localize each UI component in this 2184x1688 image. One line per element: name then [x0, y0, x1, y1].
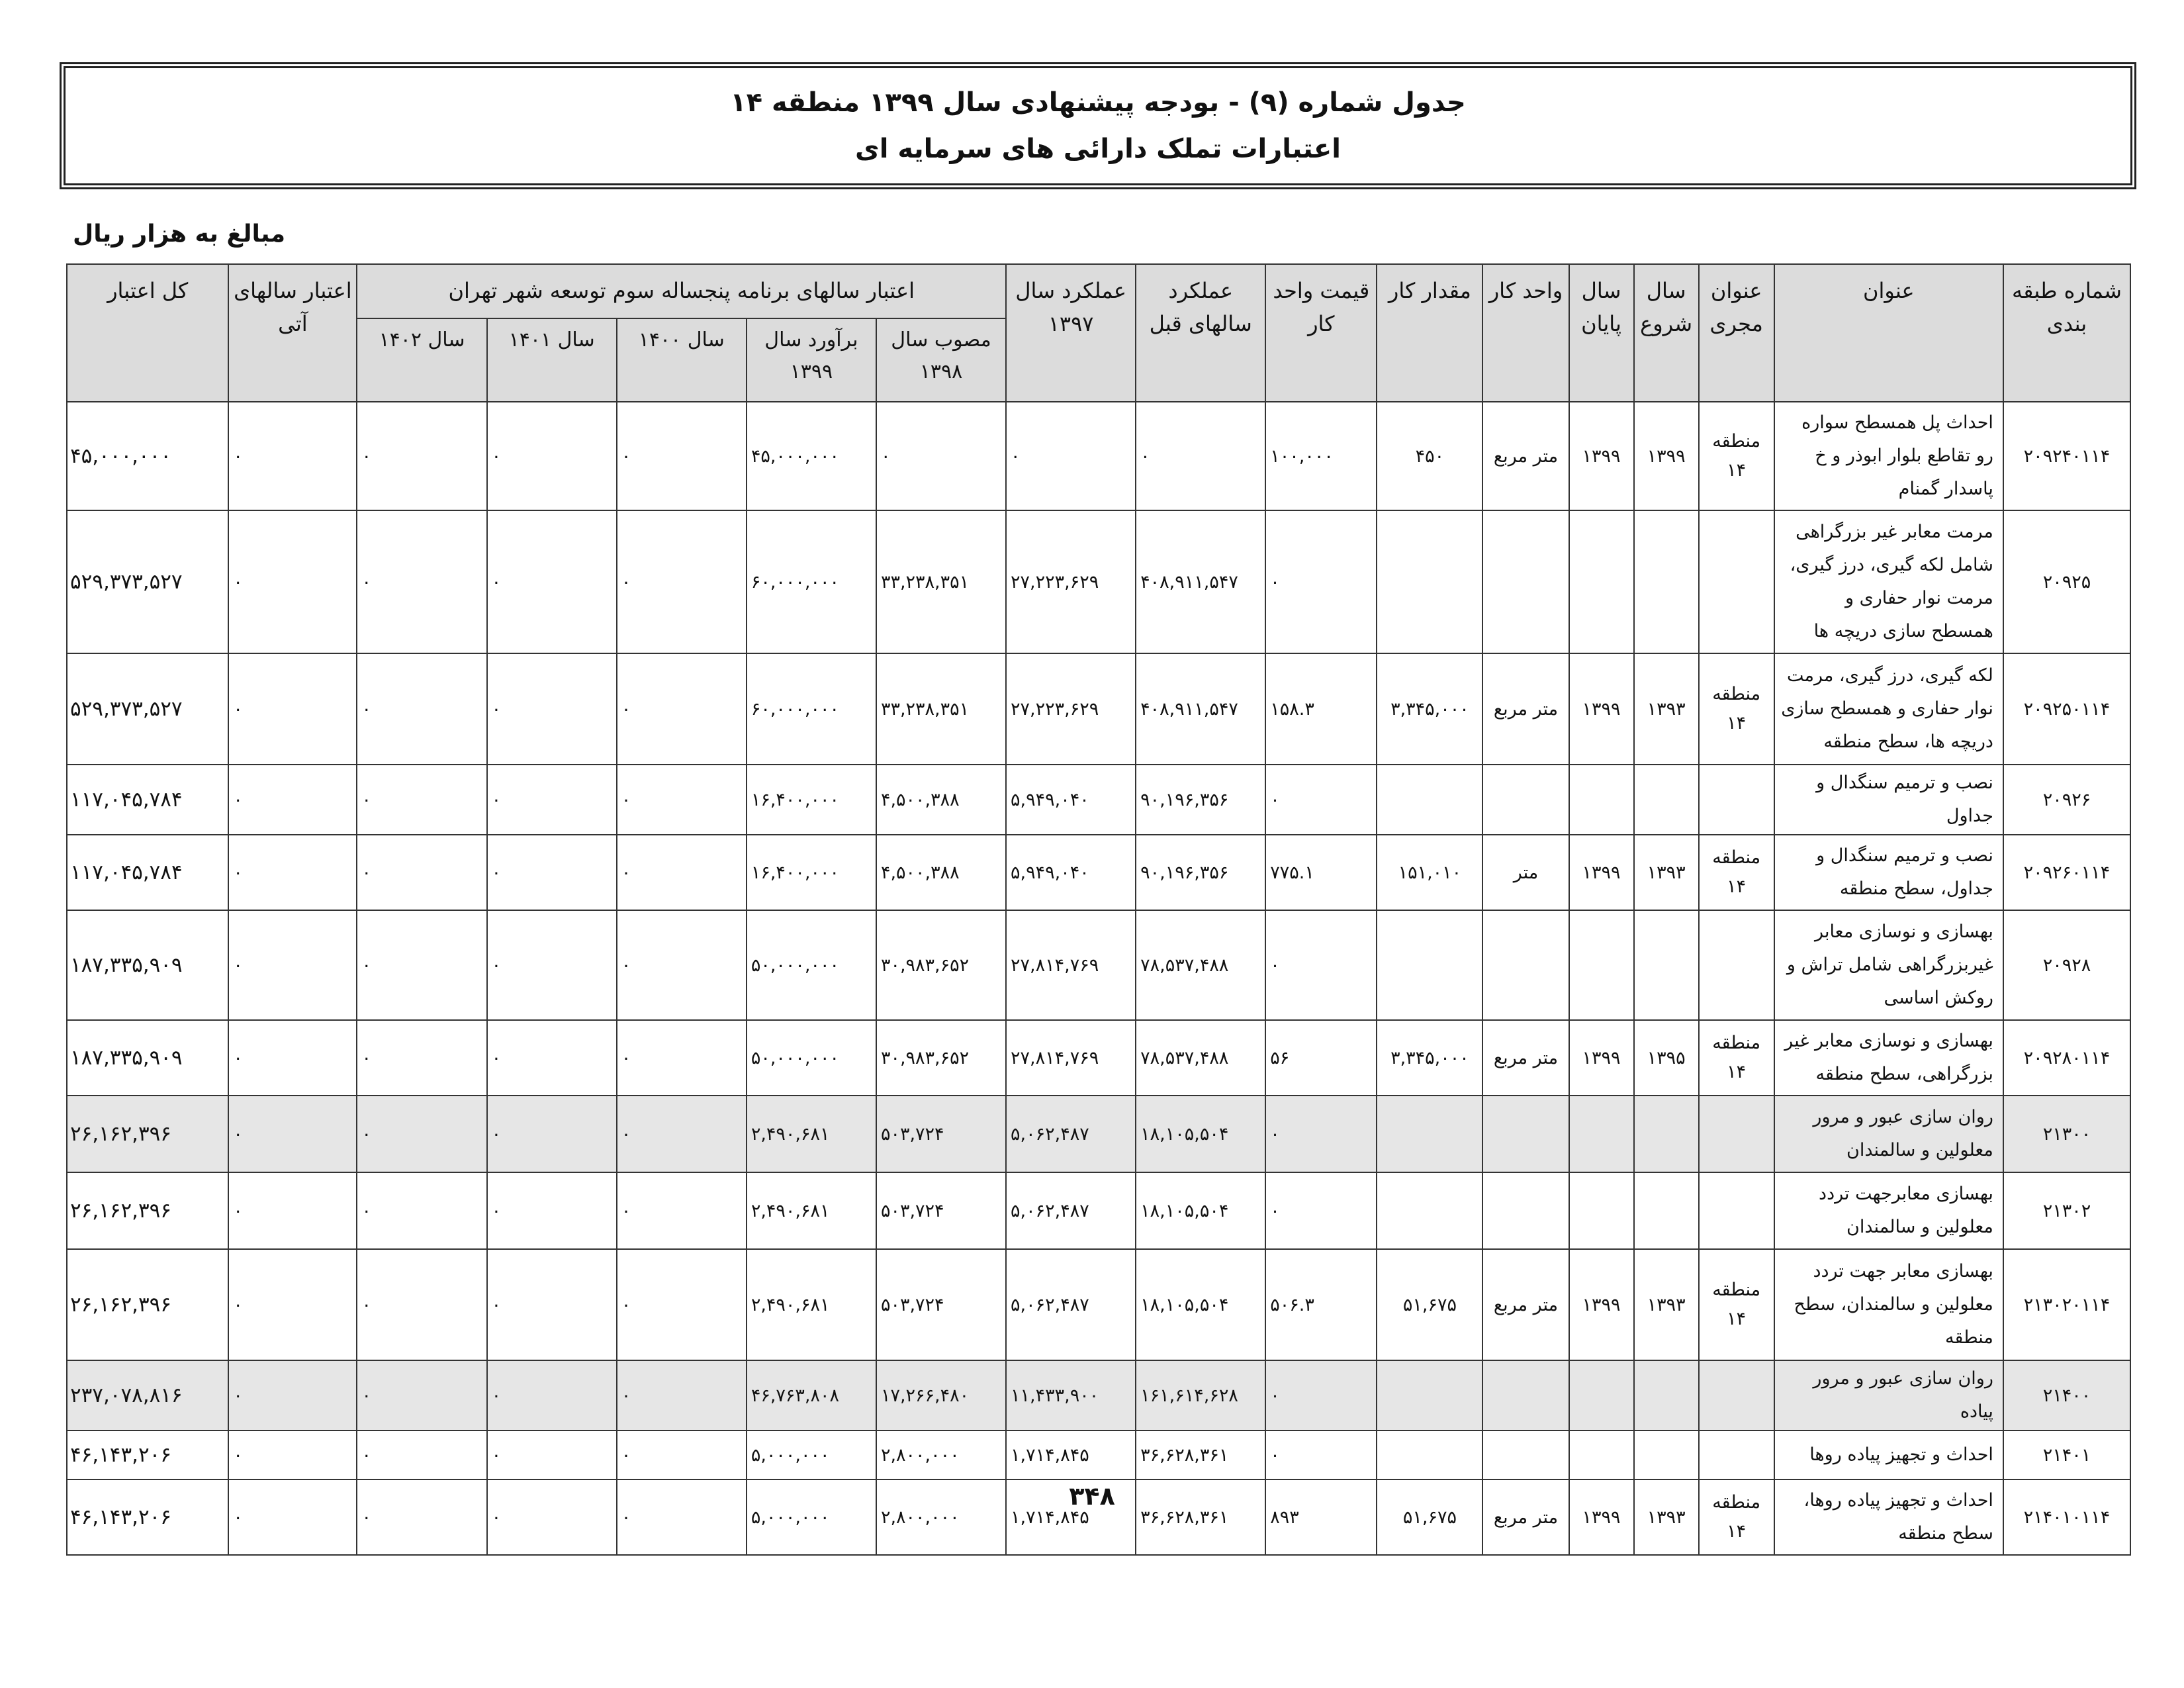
- cell-code: ۲۰۹۲۸۰۱۱۴: [2003, 1020, 2130, 1096]
- cell-year-1400: ۰: [617, 653, 747, 765]
- title-box: [64, 66, 2132, 185]
- cell-executor: منطقه ۱۴: [1699, 835, 1774, 910]
- cell-total: ۲۶,۱۶۲,۳۹۶: [67, 1249, 228, 1360]
- cell-title: بهسازی معابر جهت تردد معلولین و سالمندان، سطح منطقه: [1774, 1249, 2003, 1360]
- cell-year-1402: ۰: [357, 1430, 486, 1479]
- table-row: [67, 1249, 2130, 1360]
- cell-future: ۰: [228, 910, 357, 1020]
- cell-start-year: [1634, 765, 1699, 835]
- cell-unit-price: ۱۰۰,۰۰۰: [1265, 402, 1377, 510]
- header-executor: عنوان مجری: [1699, 264, 1774, 402]
- cell-quantity: [1377, 765, 1482, 835]
- cell-start-year: ۱۳۹۳: [1634, 653, 1699, 765]
- cell-year-1400: ۰: [617, 765, 747, 835]
- cell-perf-prior: ۳۶,۶۲۸,۳۶۱: [1136, 1430, 1265, 1479]
- cell-estimate-1399: ۵,۰۰۰,۰۰۰: [747, 1479, 876, 1555]
- cell-code: ۲۱۳۰۲۰۱۱۴: [2003, 1249, 2130, 1360]
- header-quantity: مقدار کار: [1377, 264, 1482, 402]
- cell-title: لکه گیری، درز گیری، مرمت نوار حفاری و همسطح سازی دریچه ها، سطح منطقه: [1774, 653, 2003, 765]
- cell-code: ۲۱۳۰۲: [2003, 1172, 2130, 1249]
- cell-end-year: [1569, 910, 1634, 1020]
- cell-end-year: ۱۳۹۹: [1569, 402, 1634, 510]
- cell-unit-price: ۵۰۶.۳: [1265, 1249, 1377, 1360]
- cell-start-year: [1634, 1172, 1699, 1249]
- cell-start-year: [1634, 510, 1699, 653]
- cell-unit: [1482, 765, 1569, 835]
- table-row: [67, 402, 2130, 510]
- cell-end-year: [1569, 1360, 1634, 1430]
- cell-unit: [1482, 1360, 1569, 1430]
- table-row: [67, 910, 2130, 1020]
- cell-perf-1397: ۵,۹۴۹,۰۴۰: [1006, 835, 1136, 910]
- cell-quantity: [1377, 1430, 1482, 1479]
- cell-executor: منطقه ۱۴: [1699, 1479, 1774, 1555]
- cell-year-1402: ۰: [357, 835, 486, 910]
- header-year-1400: سال ۱۴۰۰: [617, 318, 747, 402]
- cell-year-1401: ۰: [487, 910, 617, 1020]
- cell-estimate-1399: ۲,۴۹۰,۶۸۱: [747, 1096, 876, 1172]
- cell-title: نصب و ترمیم سنگدال و جداول، سطح منطقه: [1774, 835, 2003, 910]
- cell-perf-prior: ۴۰۸,۹۱۱,۵۴۷: [1136, 653, 1265, 765]
- page-number: ۳۴۸: [1069, 1481, 1115, 1511]
- table-row: [67, 835, 2130, 910]
- cell-perf-1397: ۵,۰۶۲,۴۸۷: [1006, 1249, 1136, 1360]
- cell-approved-1398: ۴,۵۰۰,۳۸۸: [876, 765, 1006, 835]
- cell-quantity: [1377, 910, 1482, 1020]
- cell-executor: [1699, 910, 1774, 1020]
- cell-start-year: ۱۳۹۹: [1634, 402, 1699, 510]
- cell-executor: منطقه ۱۴: [1699, 1249, 1774, 1360]
- cell-end-year: ۱۳۹۹: [1569, 835, 1634, 910]
- cell-executor: منطقه ۱۴: [1699, 402, 1774, 510]
- cell-approved-1398: ۱۷,۲۶۶,۴۸۰: [876, 1360, 1006, 1430]
- table-title: جدول شماره (۹) - بودجه پیشنهادی سال ۱۳۹۹ منطقه ۱۴: [730, 87, 1466, 118]
- cell-perf-1397: ۵,۹۴۹,۰۴۰: [1006, 765, 1136, 835]
- cell-estimate-1399: ۴۶,۷۶۳,۸۰۸: [747, 1360, 876, 1430]
- cell-total: ۲۶,۱۶۲,۳۹۶: [67, 1172, 228, 1249]
- cell-quantity: ۱۵۱,۰۱۰: [1377, 835, 1482, 910]
- cell-perf-prior: ۷۸,۵۳۷,۴۸۸: [1136, 910, 1265, 1020]
- cell-approved-1398: ۵۰۳,۷۲۴: [876, 1096, 1006, 1172]
- cell-future: ۰: [228, 1020, 357, 1096]
- cell-total: ۱۱۷,۰۴۵,۷۸۴: [67, 835, 228, 910]
- header-start-year: سال شروع: [1634, 264, 1699, 402]
- cell-year-1401: ۰: [487, 1020, 617, 1096]
- cell-perf-prior: ۱۸,۱۰۵,۵۰۴: [1136, 1096, 1265, 1172]
- cell-unit-price: ۰: [1265, 910, 1377, 1020]
- cell-year-1400: ۰: [617, 1430, 747, 1479]
- cell-perf-1397: ۲۷,۲۲۳,۶۲۹: [1006, 653, 1136, 765]
- cell-perf-1397: ۵,۰۶۲,۴۸۷: [1006, 1172, 1136, 1249]
- cell-future: ۰: [228, 1096, 357, 1172]
- cell-perf-prior: ۰: [1136, 402, 1265, 510]
- cell-year-1402: ۰: [357, 765, 486, 835]
- cell-perf-prior: ۱۸,۱۰۵,۵۰۴: [1136, 1172, 1265, 1249]
- cell-total: ۵۲۹,۳۷۳,۵۲۷: [67, 653, 228, 765]
- cell-future: ۰: [228, 653, 357, 765]
- cell-end-year: [1569, 1096, 1634, 1172]
- table-row: [67, 1020, 2130, 1096]
- cell-perf-1397: ۱,۷۱۴,۸۴۵: [1006, 1479, 1136, 1555]
- cell-total: ۴۶,۱۴۳,۲۰۶: [67, 1430, 228, 1479]
- cell-unit: متر مربع: [1482, 653, 1569, 765]
- cell-approved-1398: ۳۰,۹۸۳,۶۵۲: [876, 1020, 1006, 1096]
- cell-future: ۰: [228, 1360, 357, 1430]
- cell-unit-price: ۰: [1265, 765, 1377, 835]
- cell-unit-price: ۱۵۸.۳: [1265, 653, 1377, 765]
- cell-year-1402: ۰: [357, 402, 486, 510]
- cell-approved-1398: ۵۰۳,۷۲۴: [876, 1172, 1006, 1249]
- cell-unit-price: ۰: [1265, 1430, 1377, 1479]
- unit-note: مبالغ به هزار ریال: [73, 220, 285, 248]
- header-unit-price: قیمت واحد کار: [1265, 264, 1377, 402]
- cell-quantity: [1377, 510, 1482, 653]
- cell-year-1401: ۰: [487, 1096, 617, 1172]
- cell-approved-1398: ۲,۸۰۰,۰۰۰: [876, 1479, 1006, 1555]
- cell-perf-1397: ۲۷,۸۱۴,۷۶۹: [1006, 1020, 1136, 1096]
- cell-start-year: [1634, 910, 1699, 1020]
- cell-unit-price: ۰: [1265, 1360, 1377, 1430]
- cell-end-year: [1569, 510, 1634, 653]
- cell-year-1402: ۰: [357, 1172, 486, 1249]
- cell-start-year: ۱۳۹۵: [1634, 1020, 1699, 1096]
- table-subtitle: اعتبارات تملک دارائی های سرمایه ای: [855, 134, 1341, 164]
- cell-year-1401: ۰: [487, 510, 617, 653]
- cell-unit: متر مربع: [1482, 402, 1569, 510]
- cell-perf-1397: ۵,۰۶۲,۴۸۷: [1006, 1096, 1136, 1172]
- header-total: کل اعتبار: [67, 264, 228, 402]
- cell-end-year: ۱۳۹۹: [1569, 1020, 1634, 1096]
- header-title: عنوان: [1774, 264, 2003, 402]
- cell-start-year: [1634, 1360, 1699, 1430]
- cell-unit-price: ۰: [1265, 510, 1377, 653]
- cell-code: ۲۰۹۲۶: [2003, 765, 2130, 835]
- cell-quantity: ۳,۳۴۵,۰۰۰: [1377, 653, 1482, 765]
- cell-title: روان سازی عبور و مرور معلولین و سالمندان: [1774, 1096, 2003, 1172]
- cell-year-1402: ۰: [357, 653, 486, 765]
- cell-year-1400: ۰: [617, 1172, 747, 1249]
- cell-total: ۱۸۷,۳۳۵,۹۰۹: [67, 910, 228, 1020]
- cell-start-year: [1634, 1430, 1699, 1479]
- cell-title: مرمت معابر غیر بزرگراهی شامل لکه گیری، درز گیری، مرمت نوار حفاری و همسطح سازی دریچه ها: [1774, 510, 2003, 653]
- cell-start-year: [1634, 1096, 1699, 1172]
- cell-year-1401: ۰: [487, 1479, 617, 1555]
- cell-perf-1397: ۱,۷۱۴,۸۴۵: [1006, 1430, 1136, 1479]
- cell-code: ۲۰۹۲۴۰۱۱۴: [2003, 402, 2130, 510]
- cell-year-1401: ۰: [487, 1360, 617, 1430]
- cell-code: ۲۱۴۰۱۰۱۱۴: [2003, 1479, 2130, 1555]
- cell-year-1402: ۰: [357, 1479, 486, 1555]
- cell-year-1400: ۰: [617, 510, 747, 653]
- cell-unit: متر: [1482, 835, 1569, 910]
- header-year-1402: سال ۱۴۰۲: [357, 318, 486, 402]
- cell-year-1400: ۰: [617, 1249, 747, 1360]
- cell-estimate-1399: ۲,۴۹۰,۶۸۱: [747, 1249, 876, 1360]
- cell-unit: [1482, 910, 1569, 1020]
- cell-start-year: ۱۳۹۳: [1634, 1479, 1699, 1555]
- cell-future: ۰: [228, 402, 357, 510]
- cell-executor: [1699, 510, 1774, 653]
- cell-title: نصب و ترمیم سنگدال و جداول: [1774, 765, 2003, 835]
- cell-unit: [1482, 1096, 1569, 1172]
- header-code: شماره طبقه بندی: [2003, 264, 2130, 402]
- cell-year-1401: ۰: [487, 1172, 617, 1249]
- cell-perf-1397: ۱۱,۴۳۳,۹۰۰: [1006, 1360, 1136, 1430]
- cell-estimate-1399: ۱۶,۴۰۰,۰۰۰: [747, 835, 876, 910]
- cell-quantity: ۵۱,۶۷۵: [1377, 1479, 1482, 1555]
- cell-estimate-1399: ۶۰,۰۰۰,۰۰۰: [747, 510, 876, 653]
- cell-executor: منطقه ۱۴: [1699, 1020, 1774, 1096]
- cell-perf-prior: ۱۶۱,۶۱۴,۶۲۸: [1136, 1360, 1265, 1430]
- cell-year-1400: ۰: [617, 1479, 747, 1555]
- cell-future: ۰: [228, 765, 357, 835]
- cell-code: ۲۰۹۲۵۰۱۱۴: [2003, 653, 2130, 765]
- header-year-1401: سال ۱۴۰۱: [487, 318, 617, 402]
- cell-year-1401: ۰: [487, 653, 617, 765]
- cell-year-1401: ۰: [487, 1249, 617, 1360]
- header-perf-prior: عملکرد سالهای قبل: [1136, 264, 1265, 402]
- header-approved-1398: مصوب سال ۱۳۹۸: [876, 318, 1006, 402]
- cell-approved-1398: ۴,۵۰۰,۳۸۸: [876, 835, 1006, 910]
- cell-year-1400: ۰: [617, 910, 747, 1020]
- cell-executor: [1699, 1172, 1774, 1249]
- cell-end-year: [1569, 1430, 1634, 1479]
- cell-unit-price: ۷۷۵.۱: [1265, 835, 1377, 910]
- cell-executor: منطقه ۱۴: [1699, 653, 1774, 765]
- cell-quantity: ۳,۳۴۵,۰۰۰: [1377, 1020, 1482, 1096]
- cell-approved-1398: ۳۳,۲۳۸,۳۵۱: [876, 653, 1006, 765]
- cell-end-year: [1569, 765, 1634, 835]
- cell-estimate-1399: ۲,۴۹۰,۶۸۱: [747, 1172, 876, 1249]
- cell-title: احداث پل همسطح سواره رو تقاطع بلوار ابوذر و خ پاسدار گمنام: [1774, 402, 2003, 510]
- cell-year-1400: ۰: [617, 1020, 747, 1096]
- cell-quantity: ۵۱,۶۷۵: [1377, 1249, 1482, 1360]
- header-unit: واحد کار: [1482, 264, 1569, 402]
- cell-executor: [1699, 1360, 1774, 1430]
- cell-year-1402: ۰: [357, 1360, 486, 1430]
- cell-code: ۲۰۹۲۵: [2003, 510, 2130, 653]
- cell-code: ۲۰۹۲۸: [2003, 910, 2130, 1020]
- cell-unit: متر مربع: [1482, 1249, 1569, 1360]
- cell-title: بهسازی معابرجهت تردد معلولین و سالمندان: [1774, 1172, 2003, 1249]
- cell-quantity: [1377, 1096, 1482, 1172]
- cell-perf-prior: ۷۸,۵۳۷,۴۸۸: [1136, 1020, 1265, 1096]
- cell-perf-1397: ۲۷,۲۲۳,۶۲۹: [1006, 510, 1136, 653]
- cell-executor: [1699, 1096, 1774, 1172]
- header-perf-1397: عملکرد سال ۱۳۹۷: [1006, 264, 1136, 402]
- cell-title: احداث و تجهیز پیاده روها: [1774, 1430, 2003, 1479]
- cell-quantity: [1377, 1360, 1482, 1430]
- cell-total: ۴۵,۰۰۰,۰۰۰: [67, 402, 228, 510]
- cell-year-1402: ۰: [357, 1020, 486, 1096]
- table-body: [67, 402, 2130, 1555]
- cell-future: ۰: [228, 1249, 357, 1360]
- cell-quantity: [1377, 1172, 1482, 1249]
- cell-unit: [1482, 1430, 1569, 1479]
- cell-future: ۰: [228, 835, 357, 910]
- cell-unit-price: ۰: [1265, 1096, 1377, 1172]
- cell-unit: [1482, 1172, 1569, 1249]
- header-plan-group: اعتبار سالهای برنامه پنجساله سوم توسعه شهر تهران: [357, 264, 1006, 318]
- cell-total: ۵۲۹,۳۷۳,۵۲۷: [67, 510, 228, 653]
- cell-year-1402: ۰: [357, 910, 486, 1020]
- cell-title: بهسازی و نوسازی معابر غیربزرگراهی شامل تراش و روکش اساسی: [1774, 910, 2003, 1020]
- table-row: [67, 1172, 2130, 1249]
- cell-perf-1397: ۰: [1006, 402, 1136, 510]
- cell-unit: متر مربع: [1482, 1020, 1569, 1096]
- cell-total: ۱۱۷,۰۴۵,۷۸۴: [67, 765, 228, 835]
- cell-unit-price: ۰: [1265, 1172, 1377, 1249]
- cell-year-1402: ۰: [357, 510, 486, 653]
- cell-estimate-1399: ۵۰,۰۰۰,۰۰۰: [747, 1020, 876, 1096]
- cell-unit-price: ۵۶: [1265, 1020, 1377, 1096]
- cell-future: ۰: [228, 1430, 357, 1479]
- cell-end-year: ۱۳۹۹: [1569, 653, 1634, 765]
- cell-approved-1398: ۲,۸۰۰,۰۰۰: [876, 1430, 1006, 1479]
- cell-year-1402: ۰: [357, 1096, 486, 1172]
- cell-total: ۲۶,۱۶۲,۳۹۶: [67, 1096, 228, 1172]
- cell-year-1401: ۰: [487, 402, 617, 510]
- cell-estimate-1399: ۱۶,۴۰۰,۰۰۰: [747, 765, 876, 835]
- cell-year-1400: ۰: [617, 1096, 747, 1172]
- table-row: [67, 653, 2130, 765]
- cell-code: ۲۱۴۰۱: [2003, 1430, 2130, 1479]
- cell-year-1401: ۰: [487, 1430, 617, 1479]
- cell-year-1401: ۰: [487, 765, 617, 835]
- cell-quantity: ۴۵۰: [1377, 402, 1482, 510]
- cell-executor: [1699, 1430, 1774, 1479]
- cell-future: ۰: [228, 510, 357, 653]
- cell-estimate-1399: ۵۰,۰۰۰,۰۰۰: [747, 910, 876, 1020]
- cell-title: بهسازی و نوسازی معابر غیر بزرگراهی، سطح منطقه: [1774, 1020, 2003, 1096]
- cell-future: ۰: [228, 1172, 357, 1249]
- cell-estimate-1399: ۴۵,۰۰۰,۰۰۰: [747, 402, 876, 510]
- cell-end-year: [1569, 1172, 1634, 1249]
- table-row: [67, 1096, 2130, 1172]
- cell-perf-1397: ۲۷,۸۱۴,۷۶۹: [1006, 910, 1136, 1020]
- cell-start-year: ۱۳۹۳: [1634, 835, 1699, 910]
- cell-year-1400: ۰: [617, 402, 747, 510]
- cell-year-1401: ۰: [487, 835, 617, 910]
- cell-title: روان سازی عبور و مرور پیاده: [1774, 1360, 2003, 1430]
- table-row: [67, 765, 2130, 835]
- cell-title: احداث و تجهیز پیاده روها، سطح منطقه: [1774, 1479, 2003, 1555]
- cell-year-1402: ۰: [357, 1249, 486, 1360]
- cell-start-year: ۱۳۹۳: [1634, 1249, 1699, 1360]
- table-row: [67, 1360, 2130, 1430]
- cell-year-1400: ۰: [617, 835, 747, 910]
- cell-unit-price: ۸۹۳: [1265, 1479, 1377, 1555]
- header-future: اعتبار سالهای آتی: [228, 264, 357, 402]
- cell-code: ۲۰۹۲۶۰۱۱۴: [2003, 835, 2130, 910]
- cell-estimate-1399: ۶۰,۰۰۰,۰۰۰: [747, 653, 876, 765]
- cell-approved-1398: ۵۰۳,۷۲۴: [876, 1249, 1006, 1360]
- cell-perf-prior: ۳۶,۶۲۸,۳۶۱: [1136, 1479, 1265, 1555]
- header-end-year: سال پایان: [1569, 264, 1634, 402]
- cell-perf-prior: ۹۰,۱۹۶,۳۵۶: [1136, 835, 1265, 910]
- budget-table: [66, 263, 2131, 1556]
- cell-code: ۲۱۳۰۰: [2003, 1096, 2130, 1172]
- cell-total: ۴۶,۱۴۳,۲۰۶: [67, 1479, 228, 1555]
- cell-total: ۱۸۷,۳۳۵,۹۰۹: [67, 1020, 228, 1096]
- cell-approved-1398: ۳۰,۹۸۳,۶۵۲: [876, 910, 1006, 1020]
- cell-perf-prior: ۴۰۸,۹۱۱,۵۴۷: [1136, 510, 1265, 653]
- cell-approved-1398: ۳۳,۲۳۸,۳۵۱: [876, 510, 1006, 653]
- cell-unit: [1482, 510, 1569, 653]
- cell-executor: [1699, 765, 1774, 835]
- cell-perf-prior: ۹۰,۱۹۶,۳۵۶: [1136, 765, 1265, 835]
- cell-perf-prior: ۱۸,۱۰۵,۵۰۴: [1136, 1249, 1265, 1360]
- cell-estimate-1399: ۵,۰۰۰,۰۰۰: [747, 1430, 876, 1479]
- cell-unit: متر مربع: [1482, 1479, 1569, 1555]
- table-row: [67, 1430, 2130, 1479]
- cell-approved-1398: ۰: [876, 402, 1006, 510]
- cell-total: ۲۳۷,۰۷۸,۸۱۶: [67, 1360, 228, 1430]
- cell-future: ۰: [228, 1479, 357, 1555]
- header-estimate-1399: برآورد سال ۱۳۹۹: [747, 318, 876, 402]
- cell-end-year: ۱۳۹۹: [1569, 1479, 1634, 1555]
- cell-year-1400: ۰: [617, 1360, 747, 1430]
- table-row: [67, 510, 2130, 653]
- cell-code: ۲۱۴۰۰: [2003, 1360, 2130, 1430]
- cell-end-year: ۱۳۹۹: [1569, 1249, 1634, 1360]
